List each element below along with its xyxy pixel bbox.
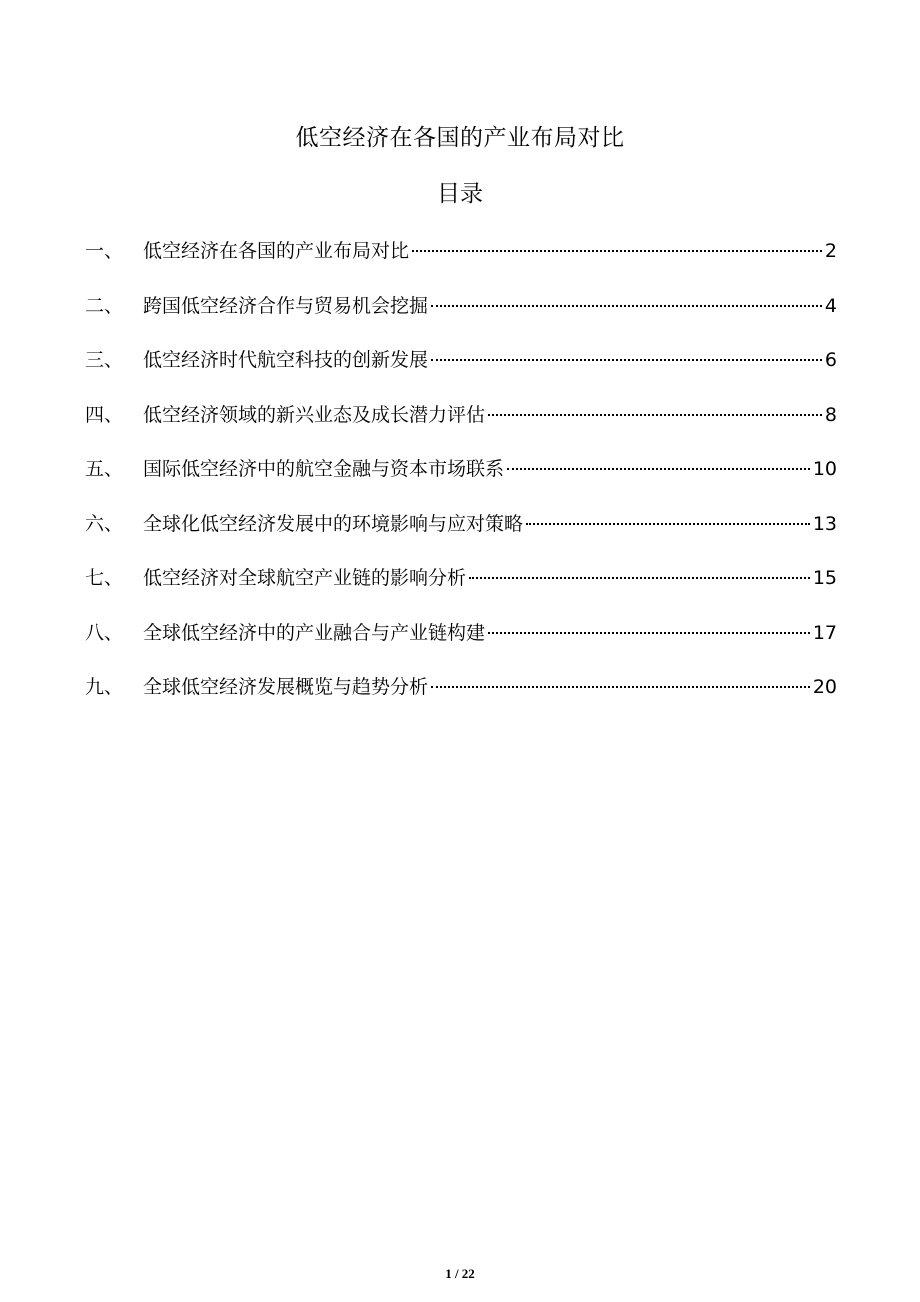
toc-dot-leader xyxy=(431,305,822,307)
toc-dot-leader xyxy=(488,632,810,634)
toc-entry-title: 全球化低空经济发展中的环境影响与应对策略 xyxy=(143,512,524,535)
toc-entry-number: 九、 xyxy=(85,676,124,698)
toc-dot-leader xyxy=(412,250,822,252)
toc-entry-number: 二、 xyxy=(85,294,124,317)
toc-entry-page: 8 xyxy=(824,403,837,426)
toc-dot-leader xyxy=(431,686,810,688)
toc-dot-leader xyxy=(488,414,822,416)
toc-entry-page: 13 xyxy=(812,512,837,535)
toc-entry-page: 20 xyxy=(812,676,837,698)
toc-entry-title: 全球低空经济发展概览与趋势分析 xyxy=(143,676,429,698)
toc-entry-page: 6 xyxy=(824,349,837,371)
toc-entry-title: 低空经济对全球航空产业链的影响分析 xyxy=(143,567,467,589)
toc-entry-number: 四、 xyxy=(85,403,124,426)
toc-entry-number: 七、 xyxy=(85,567,124,589)
document-title: 低空经济在各国的产业布局对比 xyxy=(295,125,625,151)
toc-entry[interactable] xyxy=(85,345,837,400)
toc-entry[interactable] xyxy=(85,618,837,673)
toc-entry-page: 10 xyxy=(812,458,837,480)
toc-entry-title: 低空经济时代航空科技的创新发展 xyxy=(143,349,429,371)
toc-entry[interactable] xyxy=(85,563,837,618)
toc-entry-page: 2 xyxy=(824,240,837,262)
toc-entry-number: 三、 xyxy=(85,349,124,371)
toc-entry-title: 跨国低空经济合作与贸易机会挖掘 xyxy=(143,294,429,317)
toc-heading: 目录 xyxy=(437,181,483,207)
toc-dot-leader xyxy=(507,468,810,470)
toc-dot-leader xyxy=(526,523,810,525)
toc-entry-number: 一、 xyxy=(85,240,124,262)
toc-dot-leader xyxy=(469,577,810,579)
toc-entry-title: 国际低空经济中的航空金融与资本市场联系 xyxy=(143,458,505,480)
toc-entry-number: 六、 xyxy=(85,512,124,535)
toc-entry[interactable] xyxy=(85,236,837,291)
toc-dot-leader xyxy=(431,359,822,361)
toc-entry-page: 4 xyxy=(824,294,837,317)
toc-entry[interactable] xyxy=(85,291,837,346)
toc-entry-title: 全球低空经济中的产业融合与产业链构建 xyxy=(143,621,486,644)
toc-entry[interactable] xyxy=(85,400,837,455)
toc-entry-title: 低空经济在各国的产业布局对比 xyxy=(143,240,410,262)
toc-entry[interactable] xyxy=(85,454,837,509)
toc-entry-title: 低空经济领域的新兴业态及成长潜力评估 xyxy=(143,403,486,426)
table-of-contents xyxy=(85,236,837,727)
toc-entry[interactable] xyxy=(85,672,837,727)
page-number-footer: 1 / 22 xyxy=(445,1266,475,1281)
toc-entry-number: 五、 xyxy=(85,458,124,480)
toc-entry-page: 17 xyxy=(812,621,837,644)
toc-entry-number: 八、 xyxy=(85,621,124,644)
toc-entry[interactable] xyxy=(85,509,837,564)
toc-entry-page: 15 xyxy=(812,567,837,589)
